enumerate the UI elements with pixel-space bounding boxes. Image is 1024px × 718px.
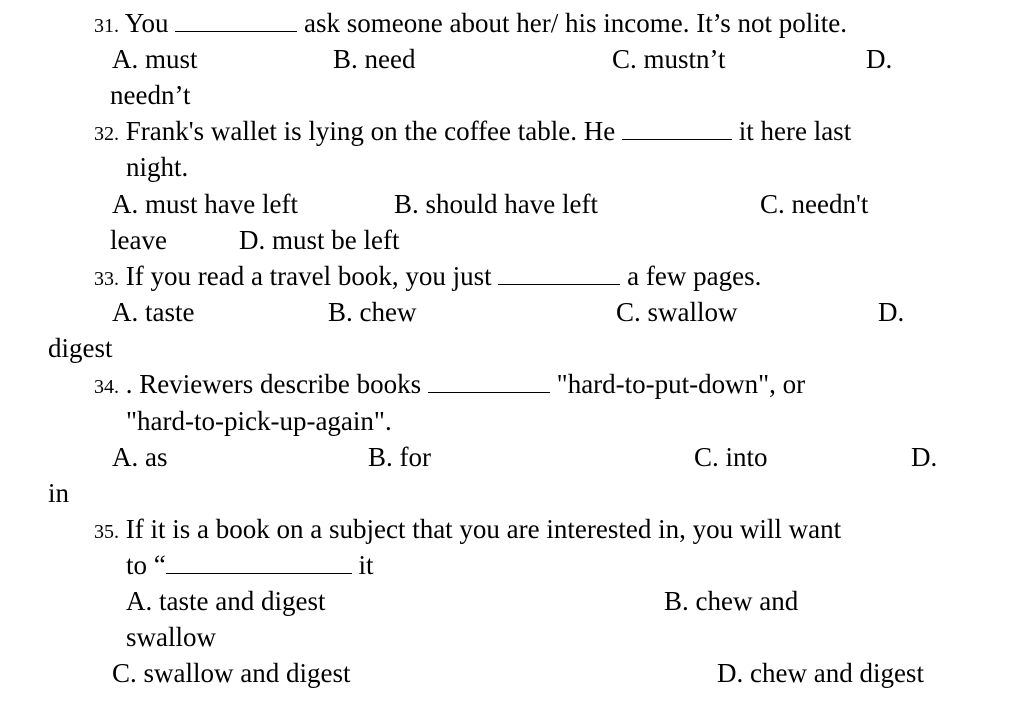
question-34-stem-wrap: "hard-to-pick-up-again". <box>126 406 392 436</box>
option-c: C. into <box>694 442 768 472</box>
option-b: B. chew and <box>664 586 799 616</box>
option-d: D. <box>911 442 938 472</box>
question-33-stem: 33. If you read a travel book, you just a few pages. <box>94 261 762 291</box>
answer-blank <box>166 551 352 574</box>
option-b: B. should have left <box>394 189 598 219</box>
question-number: 33. <box>94 268 119 290</box>
answer-blank <box>622 117 732 140</box>
answer-blank <box>428 370 550 393</box>
question-number: 32. <box>94 123 119 145</box>
option-d: D. <box>878 297 905 327</box>
option-b: B. need <box>333 44 416 74</box>
option-c: C. needn't <box>760 189 869 219</box>
question-32-stem: 32. Frank's wallet is lying on the coffee table. He it here last <box>94 116 852 146</box>
question-number: 35. <box>94 521 119 543</box>
option-c: C. mustn’t <box>612 44 726 74</box>
option-b: B. for <box>368 442 431 472</box>
option-a: A. taste and digest <box>126 586 326 616</box>
option-d: D. chew and digest <box>717 658 924 688</box>
question-35-stem: 35. If it is a book on a subject that you are interested in, you will want <box>94 514 842 544</box>
option-d-wrap: needn’t <box>110 80 191 110</box>
question-32-stem-wrap: night. <box>126 152 189 182</box>
question-35-stem-wrap: to “ it <box>126 550 374 580</box>
option-b: B. chew <box>328 297 417 327</box>
answer-blank <box>498 262 620 285</box>
option-d-wrap: in <box>48 478 70 508</box>
option-a: A. must <box>112 44 198 74</box>
option-c-wrap: leave <box>110 225 167 255</box>
option-a: A. taste <box>112 297 195 327</box>
question-34-stem: 34. . Reviewers describe books "hard-to-put-down", or <box>94 369 806 399</box>
option-d: D. must be left <box>239 225 400 255</box>
option-d-wrap: digest <box>48 333 113 363</box>
option-c: C. swallow and digest <box>112 658 351 688</box>
option-a: A. must have left <box>112 189 298 219</box>
question-number: 34. <box>94 376 119 398</box>
question-31-stem: 31. You ask someone about her/ his income. It’s not polite. <box>94 8 847 38</box>
option-d: D. <box>866 44 893 74</box>
option-a: A. as <box>112 442 168 472</box>
option-b-wrap: swallow <box>126 622 216 652</box>
question-number: 31. <box>94 15 119 37</box>
option-c: C. swallow <box>616 297 738 327</box>
answer-blank <box>175 9 297 32</box>
